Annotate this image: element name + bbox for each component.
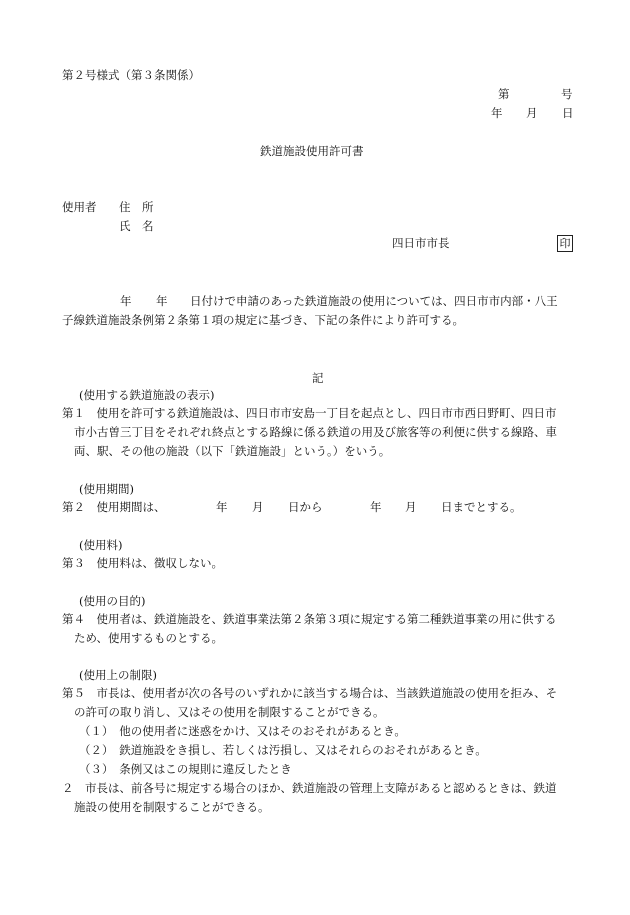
article-1-line-3: 両、駅、その他の施設（以下「鉄道施設」という。）をいう。 — [74, 444, 391, 458]
period-start-year: 年 — [216, 500, 228, 514]
article-4-heading: (使用の目的) — [79, 594, 146, 608]
date-year: 年 — [491, 106, 503, 120]
period-end-month: 月 — [405, 500, 417, 514]
period-start-month: 月 — [252, 500, 264, 514]
article-4-line-1: 第４ 使用者は、鉄道施設を、鉄道事業法第２条第３項に規定する第二種鉄道事業の用に供する — [62, 612, 557, 626]
period-start-day: 日から — [288, 500, 323, 514]
user-label: 使用者 — [62, 200, 97, 214]
article-3-heading: (使用料) — [79, 538, 123, 552]
article-5-heading: (使用上の制限) — [79, 668, 157, 682]
date-day: 日 — [562, 106, 574, 120]
seal-stamp: 印 — [557, 235, 573, 252]
user-name-line — [0, 221, 630, 236]
document-number-line — [0, 89, 630, 104]
period-end-year: 年 — [370, 500, 382, 514]
user-address-line — [0, 202, 630, 217]
article-2-prefix: 第２ 使用期間は、 — [62, 500, 166, 514]
period-end-day: 日までとする。 — [441, 500, 522, 514]
issuer-name: 四日市市長 — [392, 236, 450, 250]
form-number: 第２号様式（第３条関係） — [62, 68, 200, 82]
article-2-line — [0, 502, 630, 517]
article-4-line-2: ため、使用するものとする。 — [74, 631, 224, 645]
address-label: 住 所 — [119, 200, 154, 214]
article-5-item-3: （３） 条例又はこの規則に違反したとき — [79, 762, 292, 776]
intro-line-1-text: 日付けで申請のあった鉄道施設の使用については、四日市市内部・八王 — [190, 294, 558, 308]
article-1-line-2: 市小古曽三丁目をそれぞれ終点とする路線に係る鉄道の用及び旅客等の利便に供する線路、車 — [74, 425, 557, 439]
article-5-para-2-line-1: ２ 市長は、前各号に規定する場合のほか、鉄道施設の管理上支障があると認めるときは、鉄道 — [62, 781, 557, 795]
article-5-para-2-line-2: 施設の使用を制限することができる。 — [74, 800, 270, 814]
article-1-heading: (使用する鉄道施設の表示) — [79, 388, 215, 402]
doc-no-prefix: 第 — [498, 87, 510, 101]
article-5-item-2: （２） 鉄道施設をき損し、若しくは汚損し、又はそれらのおそれがあるとき。 — [79, 743, 487, 757]
issue-date-line — [0, 108, 630, 123]
article-2-heading: (使用期間) — [79, 482, 134, 496]
doc-no-suffix: 号 — [561, 87, 573, 101]
article-5-line-2: の許可の取り消し、又はその使用を制限することができる。 — [74, 705, 385, 719]
intro-year: 年 — [120, 294, 132, 308]
article-5-line-1: 第５ 市長は、使用者が次の各号のいずれかに該当する場合は、当該鉄道施設の使用を拒み、そ — [62, 686, 558, 700]
document-title: 鉄道施設使用許可書 — [260, 144, 364, 158]
date-month: 月 — [526, 106, 538, 120]
intro-line-1 — [0, 296, 630, 311]
name-label: 氏 名 — [119, 219, 154, 233]
intro-line-2: 子線鉄道施設条例第２条第１項の規定に基づき、下記の条件により許可する。 — [62, 313, 465, 327]
intro-month: 年 — [156, 294, 168, 308]
ki-marker: 記 — [312, 371, 324, 385]
article-1-line-1: 第１ 使用を許可する鉄道施設は、四日市市安島一丁目を起点とし、四日市市西日野町、四日市 — [62, 406, 557, 420]
article-3-line-1: 第３ 使用料は、徴収しない。 — [62, 556, 223, 570]
article-5-item-1: （１） 他の使用者に迷惑をかけ、又はそのおそれがあるとき。 — [79, 724, 406, 738]
